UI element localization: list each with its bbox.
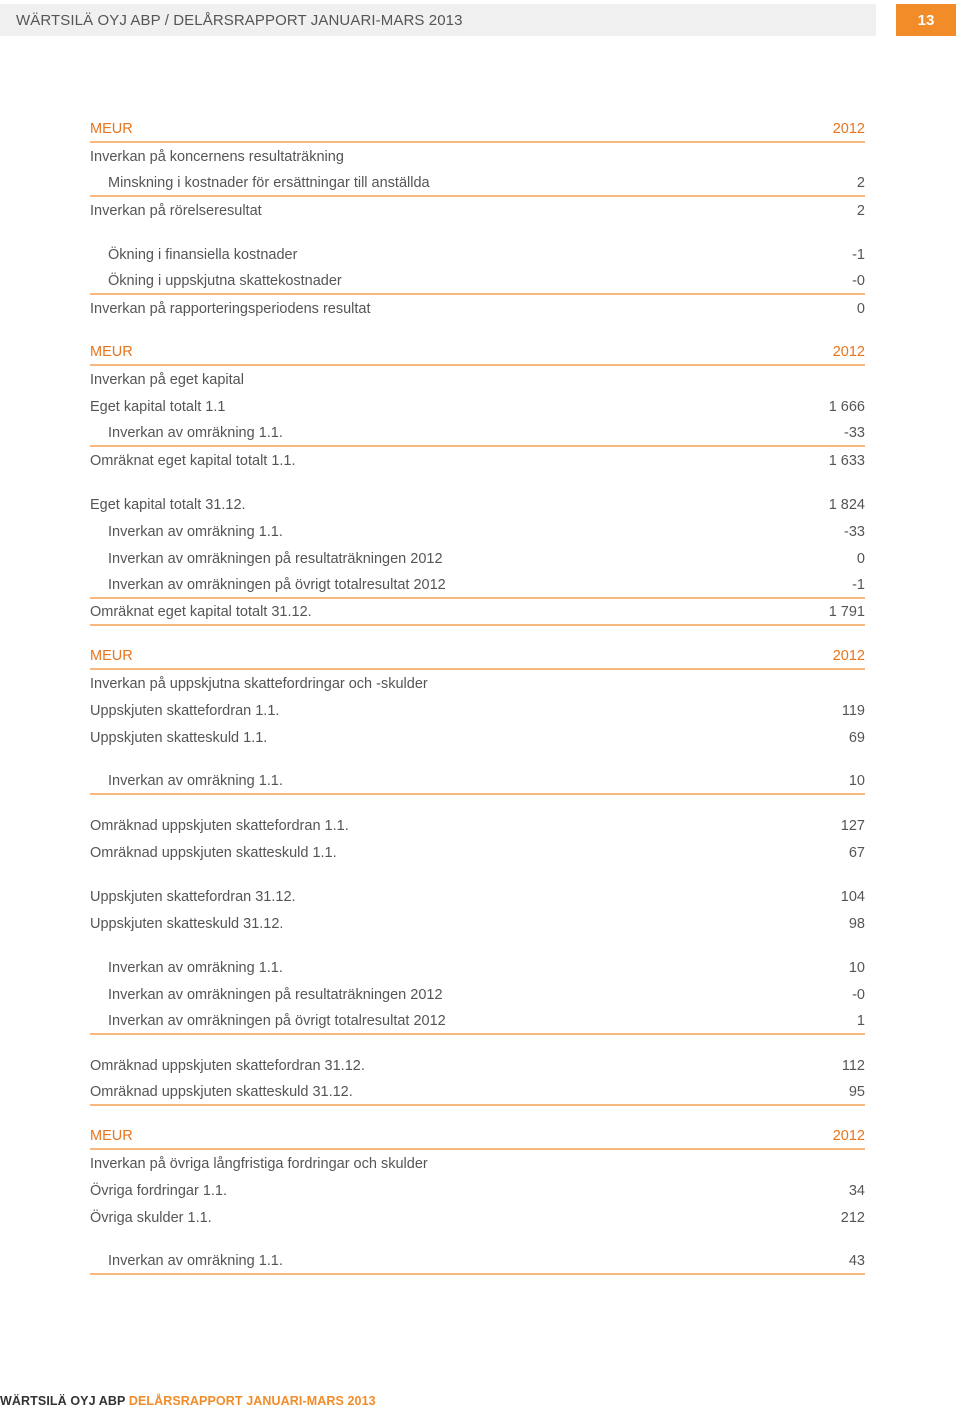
row-label: Inverkan av omräkningen på resultaträkningen 2012	[108, 550, 443, 567]
row-value: 1 791	[828, 603, 865, 620]
row-label: Omräknat eget kapital totalt 31.12.	[90, 603, 312, 620]
row-label: Uppskjuten skatteskuld 1.1.	[90, 729, 268, 746]
section-gap	[90, 1106, 865, 1123]
section-gap	[90, 322, 865, 339]
table-row	[90, 1008, 865, 1035]
row-label: Minskning i kostnader för ersättningar till anställda	[108, 174, 430, 191]
row-value: 2012	[832, 120, 865, 137]
row-value: -1	[852, 246, 865, 263]
table-row	[90, 954, 865, 981]
page-footer	[0, 1394, 376, 1408]
row-value: 43	[848, 1252, 865, 1269]
row-value: 0	[856, 300, 865, 317]
row-value: 212	[840, 1209, 865, 1226]
table-row	[90, 839, 865, 866]
table-row	[90, 981, 865, 1008]
row-value: 2012	[832, 647, 865, 664]
table-row	[90, 491, 865, 518]
row-value: 2	[856, 202, 865, 219]
row-label: Uppskjuten skattefordran 31.12.	[90, 888, 296, 905]
row-label: Inverkan på koncernens resultaträkning	[90, 148, 344, 165]
table-row	[90, 197, 865, 224]
table-row	[90, 268, 865, 295]
table-row	[90, 572, 865, 599]
row-value: -33	[844, 424, 865, 441]
row-label: Uppskjuten skattefordran 1.1.	[90, 702, 280, 719]
table-row	[90, 768, 865, 795]
table-row	[90, 697, 865, 724]
row-label: Ökning i uppskjutna skattekostnader	[108, 272, 342, 289]
footer-report: DELÅRSRAPPORT JANUARI-MARS 2013	[128, 1394, 376, 1408]
row-label: Inverkan av omräkning 1.1.	[108, 772, 283, 789]
row-gap	[90, 795, 865, 812]
table-header-row	[90, 1123, 865, 1150]
table-row	[90, 295, 865, 322]
row-label: MEUR	[90, 647, 133, 664]
table-row	[90, 170, 865, 197]
row-value: 104	[840, 888, 865, 905]
row-label: Omräknat eget kapital totalt 1.1.	[90, 452, 296, 469]
row-label: Övriga fordringar 1.1.	[90, 1182, 228, 1199]
row-label: Inverkan av omräkning 1.1.	[108, 523, 283, 540]
table-header-row	[90, 339, 865, 366]
table-row	[90, 812, 865, 839]
row-value: 98	[848, 915, 865, 932]
table-row	[90, 724, 865, 751]
row-label: Eget kapital totalt 31.12.	[90, 496, 246, 513]
section-gap	[90, 626, 865, 643]
row-value: -0	[852, 272, 865, 289]
row-label: Inverkan av omräkning 1.1.	[108, 959, 283, 976]
page-number: 13	[896, 4, 956, 36]
row-value: 0	[856, 550, 865, 567]
table-row	[90, 670, 865, 697]
row-value: 1 666	[828, 398, 865, 415]
report-tables	[90, 116, 865, 1275]
table-section	[90, 339, 865, 626]
row-value: 2	[856, 174, 865, 191]
row-label: Inverkan på eget kapital	[90, 371, 244, 388]
row-value: 2012	[832, 1127, 865, 1144]
footer-company: WÄRTSILÄ OYJ ABP	[0, 1394, 126, 1408]
table-row	[90, 518, 865, 545]
row-gap	[90, 866, 865, 883]
row-label: MEUR	[90, 1127, 133, 1144]
row-label: Inverkan av omräkning 1.1.	[108, 424, 283, 441]
row-value: 67	[848, 844, 865, 861]
table-row	[90, 366, 865, 393]
row-label: Eget kapital totalt 1.1	[90, 398, 226, 415]
table-header-row	[90, 116, 865, 143]
table-section	[90, 1123, 865, 1275]
row-label: Inverkan av omräkningen på övrigt totalresultat 2012	[108, 1012, 446, 1029]
row-label: Inverkan på övriga långfristiga fordringar och skulder	[90, 1155, 428, 1172]
row-gap	[90, 1231, 865, 1248]
row-value: 112	[841, 1057, 865, 1074]
row-label: Inverkan på rapporteringsperiodens resultat	[90, 300, 371, 317]
row-gap	[90, 937, 865, 954]
row-label: MEUR	[90, 343, 133, 360]
table-row	[90, 545, 865, 572]
row-label: Uppskjuten skatteskuld 31.12.	[90, 915, 284, 932]
row-label: Omräknad uppskjuten skattefordran 31.12.	[90, 1057, 365, 1074]
row-value: -0	[852, 986, 865, 1003]
table-row	[90, 420, 865, 447]
row-label: MEUR	[90, 120, 133, 137]
row-value: 1 633	[828, 452, 865, 469]
report-title: WÄRTSILÄ OYJ ABP / DELÅRSRAPPORT JANUARI-MARS 2013	[16, 11, 463, 29]
row-value: 119	[841, 702, 865, 719]
table-row	[90, 910, 865, 937]
table-row	[90, 393, 865, 420]
row-value: 10	[848, 772, 865, 789]
table-row	[90, 447, 865, 474]
table-row	[90, 1204, 865, 1231]
table-row	[90, 1248, 865, 1275]
page-header	[0, 4, 876, 36]
row-label: Inverkan av omräkningen på övrigt totalresultat 2012	[108, 576, 446, 593]
row-label: Inverkan på rörelseresultat	[90, 202, 262, 219]
table-row	[90, 883, 865, 910]
table-row	[90, 241, 865, 268]
table-row	[90, 1177, 865, 1204]
row-label: Omräknad uppskjuten skatteskuld 31.12.	[90, 1083, 353, 1100]
row-gap	[90, 1035, 865, 1052]
row-gap	[90, 224, 865, 241]
row-label: Inverkan av omräkning 1.1.	[108, 1252, 283, 1269]
table-row	[90, 143, 865, 170]
row-gap	[90, 474, 865, 491]
row-value: 69	[848, 729, 865, 746]
row-value: 95	[848, 1083, 865, 1100]
row-value: -33	[844, 523, 865, 540]
row-value: 2012	[832, 343, 865, 360]
table-header-row	[90, 643, 865, 670]
row-value: 127	[840, 817, 865, 834]
row-value: -1	[852, 576, 865, 593]
table-section	[90, 116, 865, 322]
row-label: Ökning i finansiella kostnader	[108, 246, 298, 263]
row-label: Omräknad uppskjuten skatteskuld 1.1.	[90, 844, 337, 861]
table-row	[90, 1052, 865, 1079]
row-value: 1	[856, 1012, 865, 1029]
row-value: 1 824	[828, 496, 865, 513]
row-gap	[90, 751, 865, 768]
row-label: Inverkan på uppskjutna skattefordringar och -skulder	[90, 675, 428, 692]
table-row	[90, 1079, 865, 1106]
row-value: 10	[848, 959, 865, 976]
row-label: Övriga skulder 1.1.	[90, 1209, 212, 1226]
row-label: Omräknad uppskjuten skattefordran 1.1.	[90, 817, 349, 834]
table-row	[90, 1150, 865, 1177]
row-label: Inverkan av omräkningen på resultaträkningen 2012	[108, 986, 443, 1003]
table-section	[90, 643, 865, 1106]
row-value: 34	[848, 1182, 865, 1199]
table-row	[90, 599, 865, 626]
